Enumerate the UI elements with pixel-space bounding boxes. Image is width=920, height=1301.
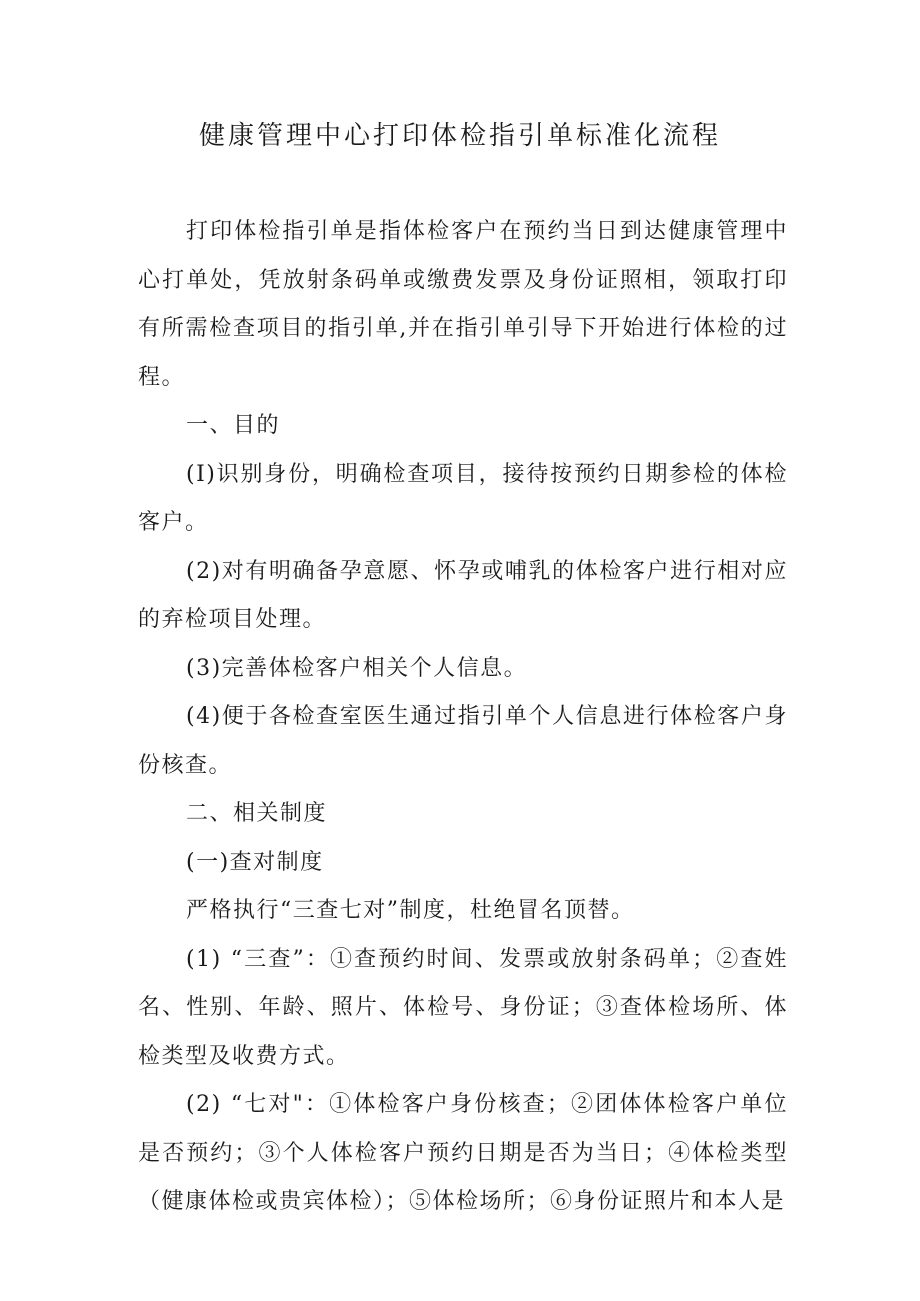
purpose-item-3: (3)完善体检客户相关个人信息。: [186, 655, 528, 681]
intro-paragraph: 打印体检指引单是指体检客户在预约当日到达健康管理中心打单处，凭放射条码单或缴费发票及身份证照相，领取打印有所需检查项目的指引单,并在指引单引导下开始进行体检的过程。: [138, 219, 788, 390]
three-checks-paragraph: (1) “三查”：①查预约时间、发票或放射条码单；②查姓名、性别、年龄、照片、体检号、身份证；③查体检场所、体检类型及收费方式。: [138, 946, 788, 1069]
section-heading-purpose: 一、目的: [186, 413, 281, 438]
purpose-item-2: (2)对有明确备孕意愿、怀孕或哺乳的体检客户进行相对应的弃检项目处理。: [138, 558, 788, 632]
document-body: [138, 208, 788, 1227]
seven-checks-paragraph: (2) “七对"：①体检客户身份核查；②团体体检客户单位是否预约；③个人体检客户预约日期是否为当日；④体检类型（健康体检或贵宾体检）；⑤体检场所；⑥身份证照片和本人是: [138, 1092, 788, 1214]
subsection-heading-check: (一)查对制度: [186, 849, 324, 875]
section-heading-rules: 二、相关制度: [186, 801, 328, 826]
document-title: 健康管理中心打印体检指引单标准化流程: [198, 121, 721, 151]
purpose-item-1: (I)识别身份，明确检查项目，接待按预约日期参检的体检客户。: [138, 461, 788, 535]
check-rule-paragraph: 严格执行“三查七对”制度，杜绝冒名顶替。: [186, 898, 635, 923]
purpose-item-4: (4)便于各检查室医生通过指引单个人信息进行体检客户身份核查。: [138, 704, 788, 778]
